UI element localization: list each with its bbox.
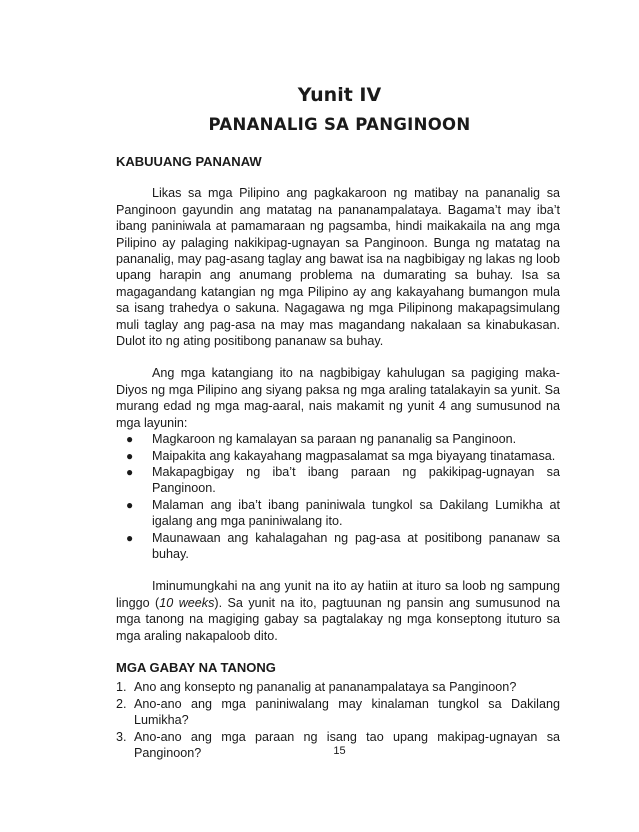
question-item: 1. Ano ang konsepto ng pananalig at pananampalataya sa Panginoon? xyxy=(116,680,517,695)
question-item: 3. Ano-ano ang mga paraan ng isang tao upang makipag-ugnayan sa Panginoon? xyxy=(116,729,560,760)
bullet-icon: ● xyxy=(126,464,134,479)
overview-paragraph-2: Ang mga katangiang ito na nagbibigay kahulugan sa pagiging maka-Diyos ng mga Pilipino ang siyang paksa ng mga araling tatalakayin sa yunit. Sa murang edad ng mga mag-aaral, nais makamit ng yunit 4 ang sumusunod na mga layunin: xyxy=(116,366,560,430)
objectives-list xyxy=(116,431,560,562)
bullet-icon: ● xyxy=(126,497,134,512)
objective-item: ● Malaman ang iba’t ibang paniniwala tungkol sa Dakilang Lumikha at igalang ang mga paniniwalang ito. xyxy=(126,497,560,529)
bullet-icon: ● xyxy=(126,448,134,463)
guide-heading: MGA GABAY NA TANONG xyxy=(116,659,276,675)
objective-item: ● Makapagbigay ng iba’t ibang paraan ng pakikipag-ugnayan sa Panginoon. xyxy=(126,464,560,496)
unit-title: Yunit IV xyxy=(297,84,382,106)
objective-item: ● Maunawaan ang kahalagahan ng pag-asa at positibong pananaw sa buhay. xyxy=(126,530,560,561)
bullet-icon: ● xyxy=(126,530,134,545)
overview-heading: KABUUANG PANANAW xyxy=(116,154,262,169)
bullet-icon: ● xyxy=(126,432,134,447)
unit-subtitle: PANANALIG SA PANGINOON xyxy=(208,115,471,134)
question-item: 2. Ano-ano ang mga paniniwalang may kinalaman tungkol sa Dakilang Lumikha? xyxy=(116,696,560,728)
objective-item: ● Magkaroon ng kamalayan sa paraan ng pananalig sa Panginoon. xyxy=(126,432,517,447)
content-body xyxy=(116,154,560,761)
objective-item: ● Maipakita ang kakayahang magpasalamat sa mga biyayang tinatamasa. xyxy=(126,448,556,463)
page-number: 15 xyxy=(333,745,346,757)
overview-paragraph-1: Likas sa mga Pilipino ang pagkakaroon ng matibay na pananalig sa Panginoon gayundin ang matatag na pananampalataya. Bagama’t may iba’t ibang paniniwala at pamamaraan ng pagsamba, hindi maikakaila na ang mga Pilipino ay palaging nakikipag-ugnayan sa Panginoon. Bunga ng matatag na pananalig, may pag-asang taglay ang bawat isa na nagbibigay ng lakas ng loob upang harapin ang anumang problema na dumarating sa buhay. Isa sa magagandang katangian ng mga Pilipino ay ang kakayahang bumangon mula sa isang trahedya o sakuna. Nagagawa ng mga Pilipinong makapagsimulang muli taglay ang pag-asa na may mas magandang nakalaan sa kinabukasan. Dulot ito ng ating positibong pananaw sa buhay. xyxy=(116,186,560,349)
overview-paragraph-3: Iminumungkahi na ang yunit na ito ay hatiin at ituro sa loob ng sampung linggo (10 weeks). Sa yunit na ito, pagtuunan ng pansin ang sumusunod na mga tanong na magiging gabay sa pagtalakay ng mga konseptong ituturo sa mga araling nakapaloob dito. xyxy=(116,579,560,643)
